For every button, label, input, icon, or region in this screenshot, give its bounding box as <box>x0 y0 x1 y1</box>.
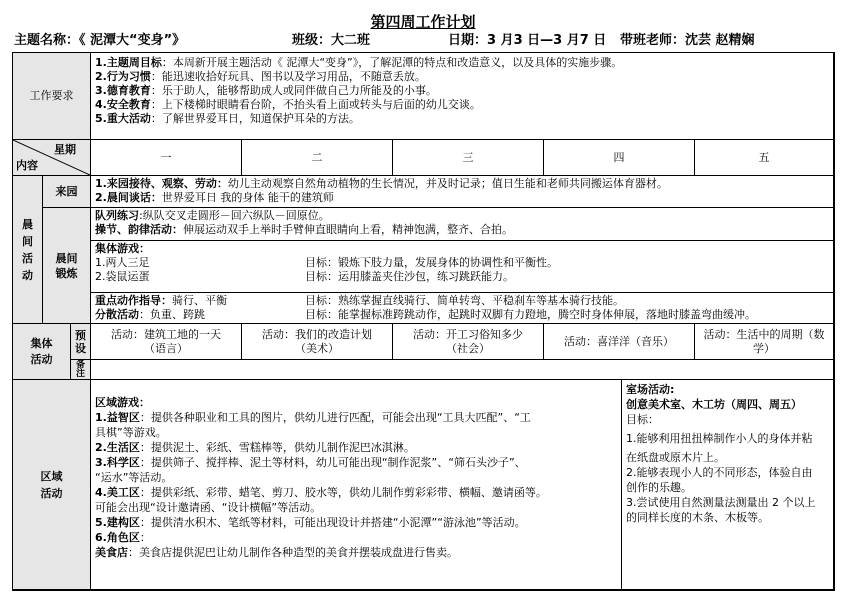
arrival-content: 1.来园接待、观察、劳动：幼儿主动观察自然角动植物的生长情况，并及时记录；值日生能和老师共同搬运体育器材。 2.晨间谈话：世界爱耳日 我的身体 能干的建筑师 <box>91 176 834 208</box>
meta-row <box>14 32 834 50</box>
group-activity-day: 活动：生活中的周期（数 学） <box>695 324 834 360</box>
formation-gym-content: 队列练习:纵队交叉走圆形－回六纵队－回原位。 操节、韵律活动：伸展运动双手上举时手臂伸直眼睛向上看，精神饱满，整齐、合拍。 <box>91 208 834 241</box>
group-games-content: 集体游戏： 1.两人三足 目标：锻炼下肢力量，发展身体的协调性和平衡性。 2.袋鼠运蛋 目标：运用膝盖夹住沙包，练习跳跃能力。 <box>91 241 834 293</box>
weekday-header-corner <box>13 140 91 176</box>
group-activity-day: 活动：开工习俗知多少 （社会） <box>393 324 544 360</box>
arrival-label: 来园 <box>43 176 91 208</box>
requirements-content <box>91 53 834 140</box>
group-activity-day: 活动：我们的改造计划 （美术） <box>242 324 393 360</box>
requirements-label: 工作要求 <box>13 53 91 140</box>
area-games-content: 区域游戏： 1.益智区：提供各种职业和工具的图片，供幼儿进行匹配，可能会出现“工具大匹配”、“工 具棋”等游戏。 2.生活区：提供泥土、彩纸、雪糕棒等，供幼儿制作泥巴冰淇淋。 3.科学区：提供筛子、搅拌棒、泥土等材料，幼儿可能出现“制作泥浆”、“筛石头沙子”、 “运水”等活动。 4.美工区：提供彩纸、彩带、蜡笔、剪刀、胶水等，供幼儿制作剪彩彩带、横幅、邀请函等。 可能会出现“设计邀请函、“设计横幅”等活动。 5.建构区：提供清水积木、笔纸等材料，可能出现设计并搭建“小泥潭”“游泳池”等活动。 6.角色区： 美食店：美食店提供泥巴让幼儿制作各种造型的美食并摆装成盘进行售卖。 <box>91 380 622 590</box>
requirement-item: 1.主题周目标：本周新开展主题活动《 泥潭大“变身”》，了解泥潭的特点和改造意义，以及具体的实施步骤。 <box>95 56 623 69</box>
teacher-field: 带班老师：沈芸 赵精娴 <box>620 33 755 48</box>
area-activity-label: 区域 活动 <box>13 380 91 590</box>
group-activity-day: 活动：建筑工地的一天 （语言） <box>91 324 242 360</box>
requirement-item: 3.德育教育：乐于助人，能够帮助成人或同伴做自己力所能及的小事。 <box>95 84 437 97</box>
requirement-item: 5.重大活动：了解世界爱耳日，知道保护耳朵的方法。 <box>95 112 360 125</box>
notes-label: 备 注 <box>71 360 91 380</box>
plan-table <box>12 52 835 591</box>
exercise-label: 晨间 锻炼 <box>43 208 91 324</box>
date-field: 日期：3 月3 日—3 月7 日 <box>448 33 607 48</box>
day-header: 三 <box>393 140 544 176</box>
day-header: 五 <box>695 140 834 176</box>
class-field: 班级：大二班 <box>292 33 371 48</box>
content-label: 内容 <box>16 159 38 172</box>
room-activity-content: 室场活动: 创意美术室、木工坊（周四、周五） 目标： 1.能够利用扭扭棒制作小人的身体并粘 在纸盘或原木片上。 2.能够表现小人的不同形态，体验自由 创作的乐趣。 3.尝试使用自然测量法测量出 2 个以上 的同样长度的木条、木板等。 <box>622 380 834 590</box>
day-header: 四 <box>544 140 695 176</box>
requirement-item: 4.安全教育：上下楼梯时眼睛看台阶，不抬头看上面或转头与后面的幼儿交谈。 <box>95 98 481 111</box>
morning-label: 晨 间 活 动 <box>13 176 43 324</box>
theme-field: 主题名称：《 泥潭大“变身”》 <box>14 33 186 48</box>
group-activity-label: 集体 活动 <box>13 324 71 380</box>
weekday-label: 星期 <box>54 143 76 156</box>
page-title: 第四周工作计划 <box>370 13 476 31</box>
key-action-content: 重点动作指导：骑行、平衡 目标：熟练掌握直线骑行、简单转弯、平稳刹车等基本骑行技能。 分散活动：负重、跨跳 目标：能掌握标准跨跳动作，起跳时双脚有力蹬地，腾空时身体伸展，落地时膝盖弯曲缓冲。 <box>91 293 834 324</box>
requirement-item: 2.行为习惯：能迅速收拾好玩具、图书以及学习用品，不随意丢放。 <box>95 70 426 83</box>
group-activity-day: 活动：喜洋洋（音乐） <box>544 324 695 360</box>
group-activity-notes <box>91 360 834 380</box>
day-header: 二 <box>242 140 393 176</box>
day-header: 一 <box>91 140 242 176</box>
plan-label: 预 设 <box>71 324 91 360</box>
